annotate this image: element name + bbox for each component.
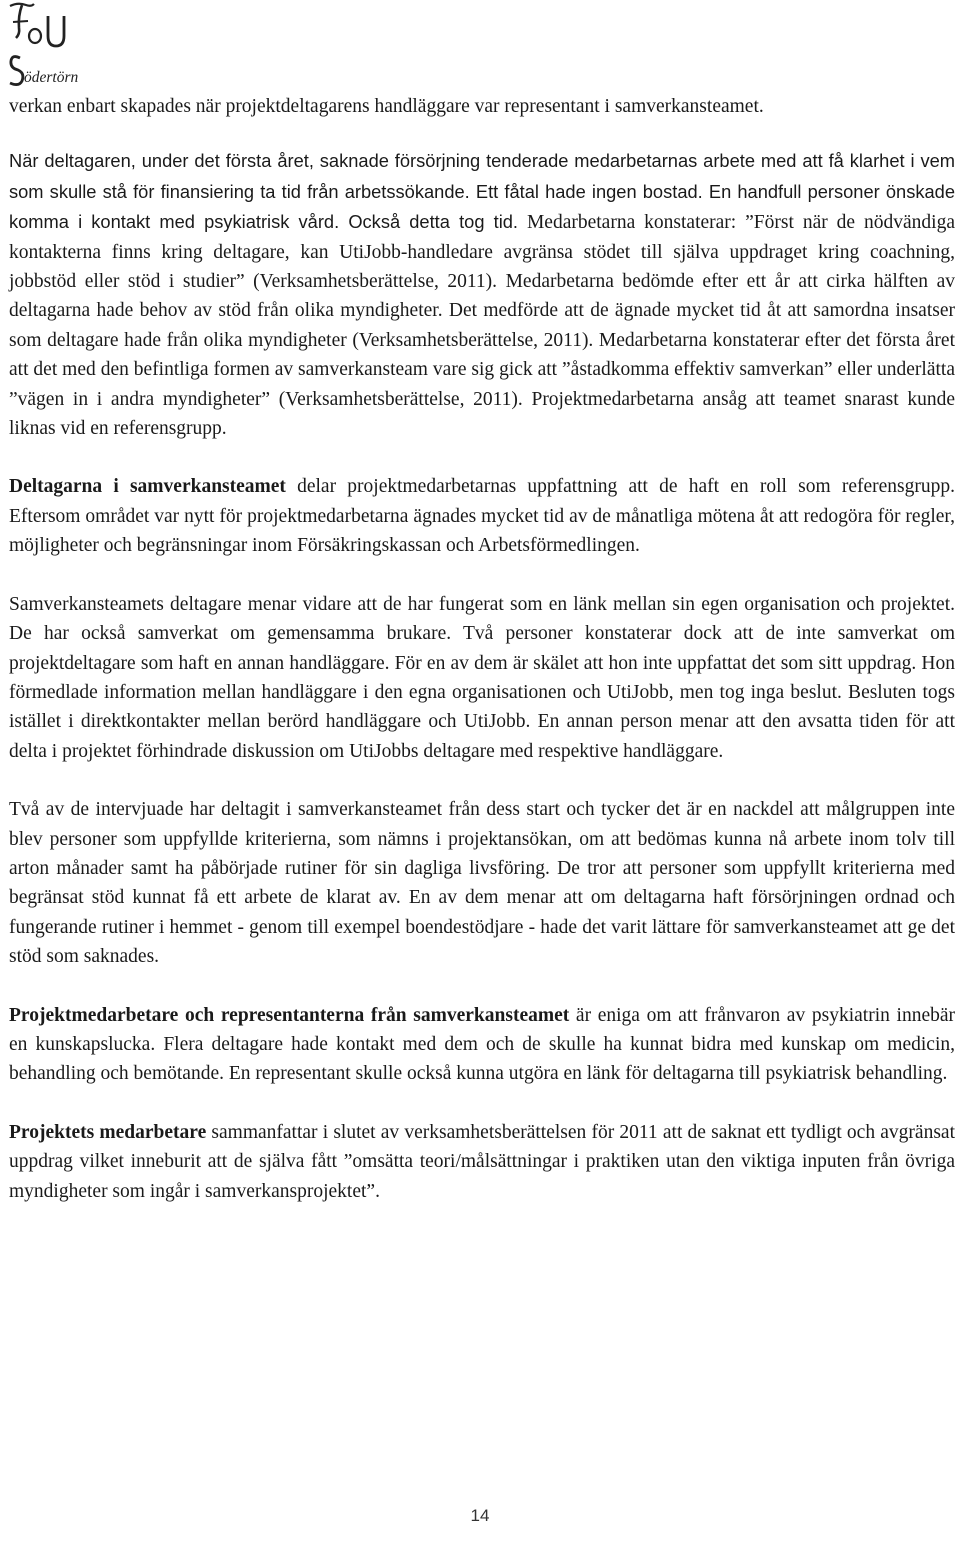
paragraph-sans-segment: När deltagaren, under det första året, saknade försörjning tenderade medarbetarnas arbete med att få klarhet i vem som skulle stå för finansiering ta tid från arbetssökande. Ett fåtal hade ingen bostad. En handfull personer önskade komma i kontakt med psykiatrisk vård. Också detta tog tid. <box>9 150 955 233</box>
paragraph-tva-av-de-intervjuade: Två av de intervjuade har deltagit i samverkansteamet från dess start och tycker det är en nackdel att målgruppen inte blev personer som uppfyllde kriterierna, som nämns i projektansökan, om att bedömas kunna nå arbete inom tolv till arton månader samt ha påbörjade rutiner för sin dagliga livsföring. De tror att personer som uppfyllt kriterierna med begränsat stöd kunnat få ett arbete de klarat av. En av dem menar att om deltagarna haft försörjningen ordnad och fungerande rutiner i hemmet - genom till exempel boendestödjare - hade det varit lättare för samverkansteamet att ge det stöd som saknades. <box>9 799 955 968</box>
paragraph-intro: verkan enbart skapades när projektdeltagarens handläggare var representant i samverkansteamet. <box>9 96 764 117</box>
document-body <box>9 92 955 1235</box>
paragraph-deltagarna: Deltagarna i samverkansteamet delar projektmedarbetarnas uppfattning att de haft en roll som referensgrupp. Eftersom området var nytt för projektmedarbetarna ägnades mycket tid av de månatliga mötena åt att redogöra för regler, möjligheter och begränsningar inom Försäkringskassan och Arbetsförmedlingen. <box>9 476 955 557</box>
paragraph-projektets-medarbetare: Projektets medarbetare sammanfattar i slutet av verksamhetsberättelsen för 2011 att de saknat ett tydligt och avgränsat uppdrag vilket inneburit att de själva fått ”omsätta teori/målsättningar i praktiken utan den viktiga inputen från övriga myndigheter som ingår i samverkansprojektet”. <box>9 1121 955 1202</box>
bold-lead: Deltagarna i samverkansteamet <box>9 476 286 498</box>
logo-wordmark: ödertörn <box>24 69 79 86</box>
paragraph-forsta-aret: När deltagaren, under det första året, saknade försörjning tenderade medarbetarnas arbete med att få klarhet i vem som skulle stå för finansiering ta tid från arbetssökande. Ett fåtal hade ingen bostad. En handfull personer önskade komma i kontakt med psykiatrisk vård. Också detta tog tid. Medarbetarna konstaterar: ”Först när de nödvändiga kontakterna finns kring deltagare, kan UtiJobb-handledare avgränsa stödet till själva uppdraget kring coachning, jobbstöd eller stöd i studier” (Verksamhetsberättelse, 2011). Medarbetarna bedömde efter ett år att cirka hälften av deltagarna hade behov av stöd från olika myndigheter. Det medförde att de ägnade mycket tid åt att samordna insatser som deltagare hade från olika myndigheter (Verksamhetsberättelse, 2011). Medarbetarna konstaterar efter det första året att det med den befintliga formen av samverkansteam vare sig gick att ”åstadkomma effektiv samverkan” eller underlätta ”vägen in i andra myndigheter” (Verksamhetsberättelse, 2011). Projektmedarbetarna ansåg att teamet snarast kunde liknas vid en referensgrupp. <box>9 150 955 440</box>
fou-sodertorn-logo <box>4 2 88 88</box>
paragraph-samverkansteamets: Samverkansteamets deltagare menar vidare att de har fungerat som en länk mellan sin egen organisation och projektet. De har också samverkat om gemensamma brukare. Två personer konstaterar dock att de inte samverkat om projektdeltagare som haft en annan handläggare. För en av dem är skälet att hon inte uppfattat det som sitt uppdrag. Hon förmedlade information mellan handläggare i den egna organisationen och UtiJobb, men tog inga beslut. Besluten togs istället i direktkontakter mellan berörd handläggare och UtiJobb. En annan person menar att den avsatta tiden för att delta i projektet förhindrade diskussion om UtiJobbs deltagare med respektive handläggare. <box>9 593 955 762</box>
paragraph-projektmedarbetare: Projektmedarbetare och representanterna från samverkansteamet är eniga om att frånvaron av psykiatrin innebär en kunskapslucka. Flera deltagare hade kontakt med dem och de skulle ha kunnat bidra med kunskap om medicin, behandling och bemötande. En representant skulle också kunna utgöra en länk för deltagarna till psykiatrisk behandling. <box>9 1004 955 1085</box>
bold-lead: Projektets medarbetare <box>9 1121 207 1143</box>
bold-lead: Projektmedarbetare och representanterna från samverkansteamet <box>9 1004 570 1026</box>
page-number: 14 <box>470 1506 490 1525</box>
